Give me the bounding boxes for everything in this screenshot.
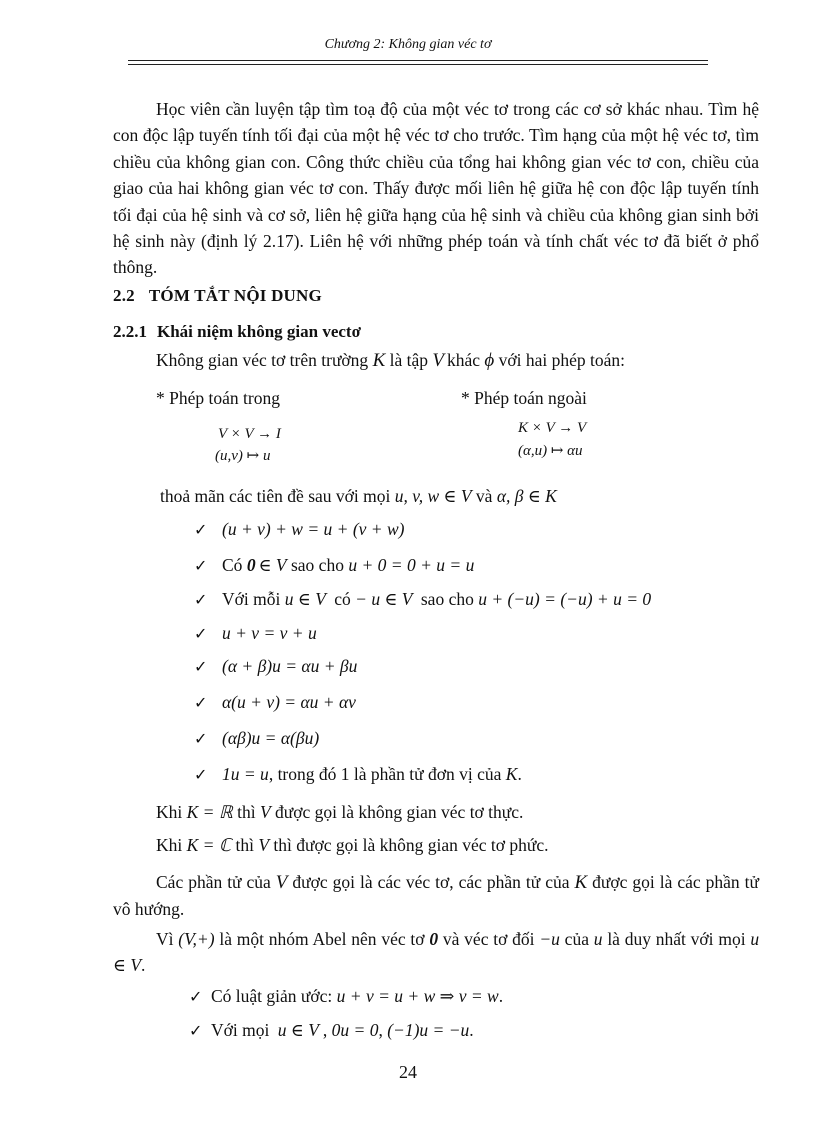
axiom-identity	[194, 764, 522, 785]
axiom-vector-distributivity	[194, 692, 356, 713]
real-space: V	[259, 802, 271, 822]
elements-text-1: Các phần tử của	[156, 872, 271, 892]
axiom-5-formula: (α + β)u = αu + βu	[222, 656, 358, 676]
abel-paragraph	[113, 926, 759, 979]
subsection-heading	[113, 322, 361, 342]
complex-space: V	[258, 835, 270, 855]
axiom-scalar-distributivity	[194, 656, 357, 677]
axiom-6-formula: α(u + v) = αu + αv	[222, 692, 356, 712]
abel-zero: 0	[429, 929, 439, 949]
zero-scalar-text: Với mọi	[211, 1020, 270, 1040]
axiom-3-text-1: Với mỗi	[222, 589, 281, 609]
cancellation-law	[189, 986, 503, 1007]
abel-text-3: và véc tơ đối	[442, 929, 535, 949]
axiom-3-negative: − u ∈ V	[355, 589, 413, 609]
definition-empty-set: ϕ	[484, 350, 495, 371]
axiom-3-text-3: sao cho	[420, 589, 474, 609]
abel-text-5: là duy nhất với mọi	[607, 929, 746, 949]
real-text-1: Khi	[156, 802, 183, 822]
external-map-line-1: K × V → V	[518, 420, 587, 436]
chapter-header: Chương 2: Không gian véc tơ	[324, 37, 492, 52]
axiom-7-formula: (αβ)u = α(βu)	[222, 728, 320, 748]
axiom-associativity	[194, 519, 405, 540]
definition-line	[156, 350, 625, 372]
axiom-3-membership: u ∈ V	[284, 589, 326, 609]
negative-one-formula: (−1)u = −u	[387, 1020, 470, 1040]
section-heading	[113, 286, 322, 306]
axiom-3-formula: u + (−u) = (−u) + u = 0	[478, 589, 652, 609]
abel-group: (V,+)	[178, 929, 215, 949]
axiom-inverse	[194, 589, 651, 610]
axiom-4-formula: u + v = v + u	[222, 623, 317, 643]
zero-scalar-membership: u ∈ V	[277, 1020, 319, 1040]
elements-text-2: được gọi là các véc tơ, các phần tử của	[292, 872, 570, 892]
complex-text-2: thì	[235, 835, 254, 855]
abel-negative: −u	[539, 929, 560, 949]
elements-paragraph	[113, 869, 759, 923]
axiom-scalar-associativity	[194, 728, 319, 749]
real-text-3: được gọi là không gian véc tơ thực.	[275, 802, 524, 822]
axiom-2-zero: 0	[246, 555, 256, 575]
check-icon: ✓	[189, 987, 203, 1006]
check-icon: ✓	[194, 556, 208, 575]
check-icon: ✓	[194, 657, 208, 676]
header-rule-bottom	[128, 64, 708, 65]
internal-operation-label: * Phép toán trong	[156, 388, 280, 408]
axiom-8-period: .	[517, 764, 522, 784]
elements-text-3: được gọi là các phần tử vô hướng.	[113, 872, 760, 920]
elements-space: V	[275, 872, 288, 893]
axiom-8-text: , trong đó 1 là phần tử đơn vị của	[268, 764, 502, 784]
section-title: TÓM TẮT NỘI DUNG	[148, 286, 322, 305]
cancellation-text: Có luật giản ước:	[211, 986, 333, 1006]
axiom-1-formula: (u + v) + w = u + (v + w)	[222, 519, 405, 539]
definition-text-3: khác	[447, 350, 481, 370]
elements-field: K	[574, 872, 588, 893]
check-icon: ✓	[189, 1021, 203, 1040]
abel-membership: u ∈ V	[113, 929, 760, 976]
zero-scalar-period: .	[469, 1020, 474, 1040]
cancellation-formula: u + v = u + w ⇒ v = w	[336, 986, 499, 1006]
abel-text-1: Vì	[156, 929, 174, 949]
axiom-3-text-2: có	[334, 589, 351, 609]
zero-scalar-sep-2: ,	[378, 1020, 383, 1040]
abel-period: .	[141, 955, 146, 976]
axiom-8-field: K	[505, 764, 518, 784]
complex-text-1: Khi	[156, 835, 183, 855]
axiom-2-text-1: Có	[222, 555, 243, 575]
internal-map-line-1: V × V → I	[218, 426, 281, 442]
intro-paragraph: Học viên cần luyện tập tìm toạ độ của một véc tơ trong các cơ sở khác nhau. Tìm hệ con độc lập tuyến tính tối đại của một hệ véc tơ cho trước. Tìm hạng của một hệ véc tơ, tìm chiều của không gian con. Công thức chiều của tổng hai không gian véc tơ con, chiều của giao của hai không gian véc tơ con. Thấy được mối liên hệ giữa hệ con độc lập tuyến tính tối đại của hệ sinh và cơ sở, liên hệ giữa hạng của hệ sinh và chiều của không gian sinh bởi hệ sinh này (định lý 2.17). Liên hệ với những phép toán và tính chất véc tơ đã biết ở phổ thông.	[113, 99, 759, 278]
real-field: K = ℝ	[186, 802, 233, 822]
zero-scalar-formula: 0u = 0	[331, 1020, 379, 1040]
definition-set-v: V	[432, 350, 444, 371]
zero-scalar-property	[189, 1020, 474, 1041]
abel-text-2: là một nhóm Abel nên véc tơ	[219, 929, 425, 949]
internal-map-line-2: (u,v) ↦ u	[215, 448, 271, 464]
complex-field: K = ℂ	[186, 835, 232, 855]
subsection-title: Khái niệm không gian vectơ	[157, 322, 361, 341]
abel-text-4: của	[564, 929, 589, 949]
complex-text-3: thì được gọi là không gian véc tơ phức.	[273, 835, 549, 855]
axiom-2-membership: ∈ V	[258, 555, 287, 575]
section-number: 2.2	[113, 286, 135, 305]
check-icon: ✓	[194, 590, 208, 609]
axiom-2-text-2: sao cho	[290, 555, 344, 575]
check-icon: ✓	[194, 520, 208, 539]
axioms-intro-scalars: α, β ∈ K	[496, 486, 557, 506]
check-icon: ✓	[194, 624, 208, 643]
external-operation-label: * Phép toán ngoài	[461, 388, 587, 408]
check-icon: ✓	[194, 729, 208, 748]
axioms-intro-text: thoả mãn các tiên đề sau với mọi	[160, 486, 391, 506]
real-text-2: thì	[237, 802, 256, 822]
axioms-intro-vectors: u, v, w ∈ V	[394, 486, 472, 506]
axiom-8-formula: 1u = u	[222, 764, 269, 784]
real-space-line	[156, 802, 523, 823]
header-rule-top	[128, 60, 708, 61]
axiom-zero-vector	[194, 555, 474, 576]
cancellation-period: .	[498, 986, 504, 1006]
definition-text-4: với hai phép toán:	[498, 350, 626, 370]
abel-u: u	[593, 929, 603, 949]
axiom-2-formula: u + 0 = 0 + u = u	[348, 555, 475, 575]
definition-field-k: K	[372, 350, 386, 371]
page-number: 24	[399, 1062, 417, 1082]
zero-scalar-sep-1: ,	[322, 1020, 328, 1040]
axiom-commutativity	[194, 623, 317, 644]
definition-text-1: Không gian véc tơ trên trường	[156, 350, 369, 370]
axioms-intro	[160, 486, 557, 507]
check-icon: ✓	[194, 765, 208, 784]
definition-text-2: là tập	[389, 350, 429, 370]
external-map-line-2: (α,u) ↦ αu	[518, 443, 583, 459]
check-icon: ✓	[194, 693, 208, 712]
axioms-intro-and: và	[475, 486, 493, 506]
subsection-number: 2.2.1	[113, 322, 147, 341]
complex-space-line	[156, 835, 549, 856]
